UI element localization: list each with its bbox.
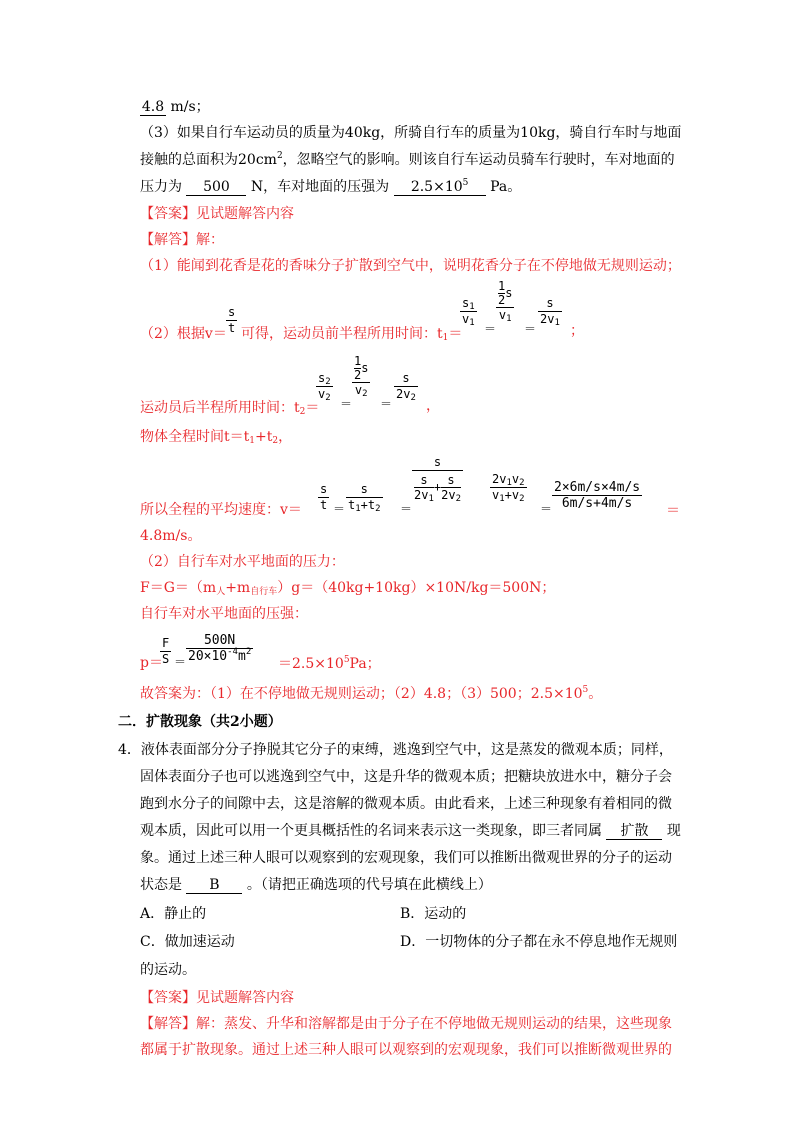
sub-person: 人 (216, 587, 226, 597)
q4-line2: 固体表面分子也可以逃逸到空气中，这是升华的微观本质；把糖块放进水中，糖分子会 (140, 769, 672, 785)
q4-line6-end: 。（请把正确选项的代号填在此横线上） (246, 877, 492, 893)
fraction-s1-v1 (460, 296, 477, 327)
frac-num: s (433, 455, 442, 469)
pressure-blank-base: 2.5×10 (410, 179, 463, 195)
q4-line4-end: 现 (666, 823, 681, 839)
q3-line2-text-b: ，忽略空气的影响。则该自行车运动员骑车行驶时，车对地面的 (282, 152, 675, 168)
fraction-500N-area (186, 633, 253, 664)
s-symbol: s (361, 361, 369, 375)
fraction-v-s-t (318, 482, 329, 513)
s-symbol: s (318, 371, 326, 385)
q3-part3-line3 (140, 177, 521, 197)
frac-den (394, 386, 418, 402)
sub-num: s (420, 473, 428, 487)
solution-step-4 (140, 427, 292, 447)
option-c: C．做加速运动 (140, 934, 235, 950)
solution-step-2 (140, 324, 227, 344)
solution-step-5: 所以全程的平均速度：v＝ (140, 502, 302, 518)
sub-1: 1 (506, 314, 512, 324)
step4-plus: +t (255, 429, 273, 445)
q3-line2-text: 接触的总面积为20cm (140, 152, 277, 168)
fraction-half-s-v2 (352, 355, 370, 398)
pressure-blank (394, 179, 486, 196)
sub-1: 1 (469, 302, 475, 312)
s-symbol: s (505, 286, 513, 300)
fraction-s-2v2 (394, 371, 418, 402)
v-symbol: v (462, 312, 470, 326)
two-v: 2v (396, 387, 411, 401)
frac-num: F (162, 636, 170, 650)
speed-blank: 4.8 (141, 99, 165, 115)
sub-1: 1 (469, 318, 475, 328)
frac-num: $2v_1v_2$ (492, 472, 525, 488)
option-b: B．运动的 (400, 906, 467, 922)
q4-solution-text: 解：蒸发、升华和溶解都是由于分子在不停地做无规则运动的结果，这些现象 (196, 1016, 672, 1032)
step2-text-b-wrap (241, 324, 462, 344)
sub-2: 2 (325, 393, 331, 403)
area-exp: -4 (227, 647, 238, 657)
area-base: 20×10 (188, 649, 228, 664)
area-sq: 2 (245, 647, 252, 657)
sub-2: 2 (325, 377, 331, 387)
sub-bike: 自行车 (250, 587, 278, 597)
t2-sub: 2 (299, 407, 306, 417)
sub-2: 2 (362, 389, 368, 399)
solution-label-line (140, 230, 224, 250)
v-symbol: v (318, 387, 326, 401)
force-blank: 500 (186, 179, 246, 196)
solution-step-9-a: p＝ (140, 655, 163, 671)
step7-text: F＝G＝（m (140, 580, 217, 596)
fraction-s-t1t2 (346, 482, 383, 513)
final-answer-end: 。 (588, 686, 603, 702)
sub-2: 2 (272, 436, 279, 446)
fraction-compound (412, 455, 463, 502)
step9-sup: 5 (343, 655, 350, 665)
half-den: 2 (354, 368, 362, 382)
solution-step-9-b (278, 654, 381, 674)
option-d-cont: 的运动。 (140, 962, 196, 978)
q3-line3-text: 压力为 (140, 179, 182, 195)
q4-solution-label: 【解答】 (140, 1016, 196, 1032)
frac-num (496, 280, 514, 307)
solution-step-1: （1）能闻到花香是花的香味分子扩散到空气中，说明花香分子在不停地做无规则运动； (140, 258, 681, 274)
frac-den: t (228, 321, 236, 335)
frac-den: $\frac{s}{2v_1}$ + $\frac{s}{2v_2}$ (412, 470, 463, 502)
step3-text: 运动员后半程所用时间：t (140, 400, 300, 416)
step4-comma: ， (278, 429, 293, 445)
q4-solution-line1 (140, 1014, 672, 1034)
frac-den (316, 386, 333, 402)
q4-blank-2: B (186, 877, 242, 894)
option-a: A．静止的 (140, 906, 207, 922)
speed-answer-line (140, 97, 210, 117)
step3-eq: ＝ (305, 400, 320, 416)
q4-line1: 4．液体表面部分分子挣脱其它分子的束缚，逃逸到空气中，这是蒸发的微观本质；同样， (118, 742, 673, 758)
frac-den (186, 648, 253, 664)
step9-unit: Pa； (349, 656, 381, 672)
solution-prefix: 解： (196, 232, 224, 248)
answer-label: 【答案】 (140, 206, 196, 222)
frac-den (460, 311, 477, 327)
frac-den: t (320, 498, 328, 512)
solution-label: 【解答】 (140, 232, 196, 248)
pressure-blank-sup: 5 (462, 178, 469, 188)
frac-num: s (546, 296, 554, 310)
step2-text-a: （2）根据v＝ (140, 326, 227, 342)
frac-den: $t_1+t_2$ (348, 498, 381, 514)
final-answer-sup: 5 (582, 685, 589, 695)
q4-answer-text: 见试题解答内容 (196, 990, 294, 1006)
frac-num (316, 371, 333, 386)
step2-eq: ＝ (448, 326, 463, 342)
q4-answer-line (140, 988, 294, 1008)
q4-line4-text: 观本质，因此可以用一个更具概括性的名词来表示这一类现象，即三者同属 (140, 823, 602, 839)
q4-line4 (140, 821, 681, 841)
frac-num (460, 296, 477, 311)
q3-line3-text-b: N，车对地面的压强为 (250, 179, 390, 195)
sub-2: 2 (410, 393, 416, 403)
half-den: 2 (498, 293, 506, 307)
frac-den (352, 382, 370, 398)
solution-step-7 (140, 578, 555, 598)
step4-text: 物体全程时间t＝t (140, 429, 250, 445)
q4-answer-label: 【答案】 (140, 990, 196, 1006)
sub-num: s (447, 473, 455, 487)
frac-num: s (228, 305, 236, 319)
fraction-s-2v1 (538, 296, 562, 327)
sub-1: 1 (249, 436, 255, 446)
q4-solution-line2: 都属于扩散现象。通过上述三种人眼可以观察到的宏观现象，我们可以推断微观世界的 (140, 1042, 672, 1058)
frac-num: 500N (203, 633, 236, 648)
frac-num (352, 355, 370, 382)
q3-part3-line1: （3）如果自行车运动员的质量为40kg，所骑自行车的质量为10kg，骑自行车时与地面 (140, 125, 682, 141)
area-unit: m (237, 649, 246, 664)
two-v: 2v (540, 312, 555, 326)
step9-text: ＝2.5×10 (278, 656, 344, 672)
answer-line (140, 204, 294, 224)
fraction-s2-v2 (316, 371, 333, 402)
sub-den: $2v_2$ (441, 488, 461, 504)
step2-text-b: 可得，运动员前半程所用时间：t (241, 326, 443, 342)
t1-sub: 1 (442, 333, 449, 343)
step5-result: 4.8m/s。 (140, 528, 202, 544)
frac-den: S (162, 652, 170, 666)
frac-den (538, 311, 562, 327)
final-answer-text: 故答案为：（1）在不停地做无规则运动；（2）4.8；（3）500；2.5×10 (140, 686, 583, 702)
sub-den: $2v_1$ (414, 488, 434, 504)
q3-part3-line2 (140, 150, 675, 170)
frac-num: s (320, 482, 328, 496)
q4-line3: 跑到水分子的间隙中去，这是溶解的微观本质。由此看来，上述三种现象有着相同的微 (140, 796, 672, 812)
section-title: 二．扩散现象（共2小题） (118, 714, 282, 730)
q3-line3-text-c: Pa。 (490, 179, 522, 195)
fraction-s-over-t (226, 305, 237, 336)
fraction-F-S (160, 636, 171, 667)
q4-line6-text: 状态是 (140, 877, 182, 893)
frac-den: 6m/s+4m/s (552, 495, 642, 511)
answer-text: 见试题解答内容 (196, 206, 294, 222)
fraction-numeric (552, 480, 642, 511)
q4-line5: 象。通过上述三种人眼可以观察到的宏观现象，我们可以推断出微观世界的分子的运动 (140, 850, 672, 866)
fraction-half-s-v1 (496, 280, 514, 323)
s-symbol: s (462, 296, 470, 310)
half-num: 1 (498, 279, 506, 293)
v-symbol: v (354, 383, 363, 397)
option-d: D．一切物体的分子都在永不停息地作无规则 (400, 934, 678, 950)
sub-fraction-1 (414, 473, 434, 502)
solution-step-6: （2）自行车对水平地面的压力： (140, 554, 345, 570)
step7-text-c: ）g＝（40kg+10kg）×10N/kg＝500N； (277, 580, 556, 596)
sub-fraction-2 (441, 473, 461, 502)
frac-den (496, 307, 514, 323)
speed-unit: m/s； (170, 99, 210, 115)
frac-num: 2×6m/s×4m/s (554, 480, 641, 495)
frac-num: s (360, 482, 368, 496)
fraction-2v1v2 (490, 472, 527, 503)
frac-den: $v_1+v_2$ (492, 488, 525, 504)
half-num: 1 (354, 354, 362, 368)
cm-square-sup: 2 (276, 151, 283, 161)
sub-1: 1 (554, 318, 560, 328)
q4-line6 (140, 875, 492, 895)
step7-plus: +m (225, 580, 251, 596)
q4-blank-1: 扩散 (606, 823, 662, 840)
frac-num: s (402, 371, 410, 385)
solution-final-answer (140, 684, 602, 704)
solution-step-3 (140, 398, 319, 418)
v-symbol: v (498, 308, 507, 322)
solution-step-8: 自行车对水平地面的压强： (140, 606, 308, 622)
